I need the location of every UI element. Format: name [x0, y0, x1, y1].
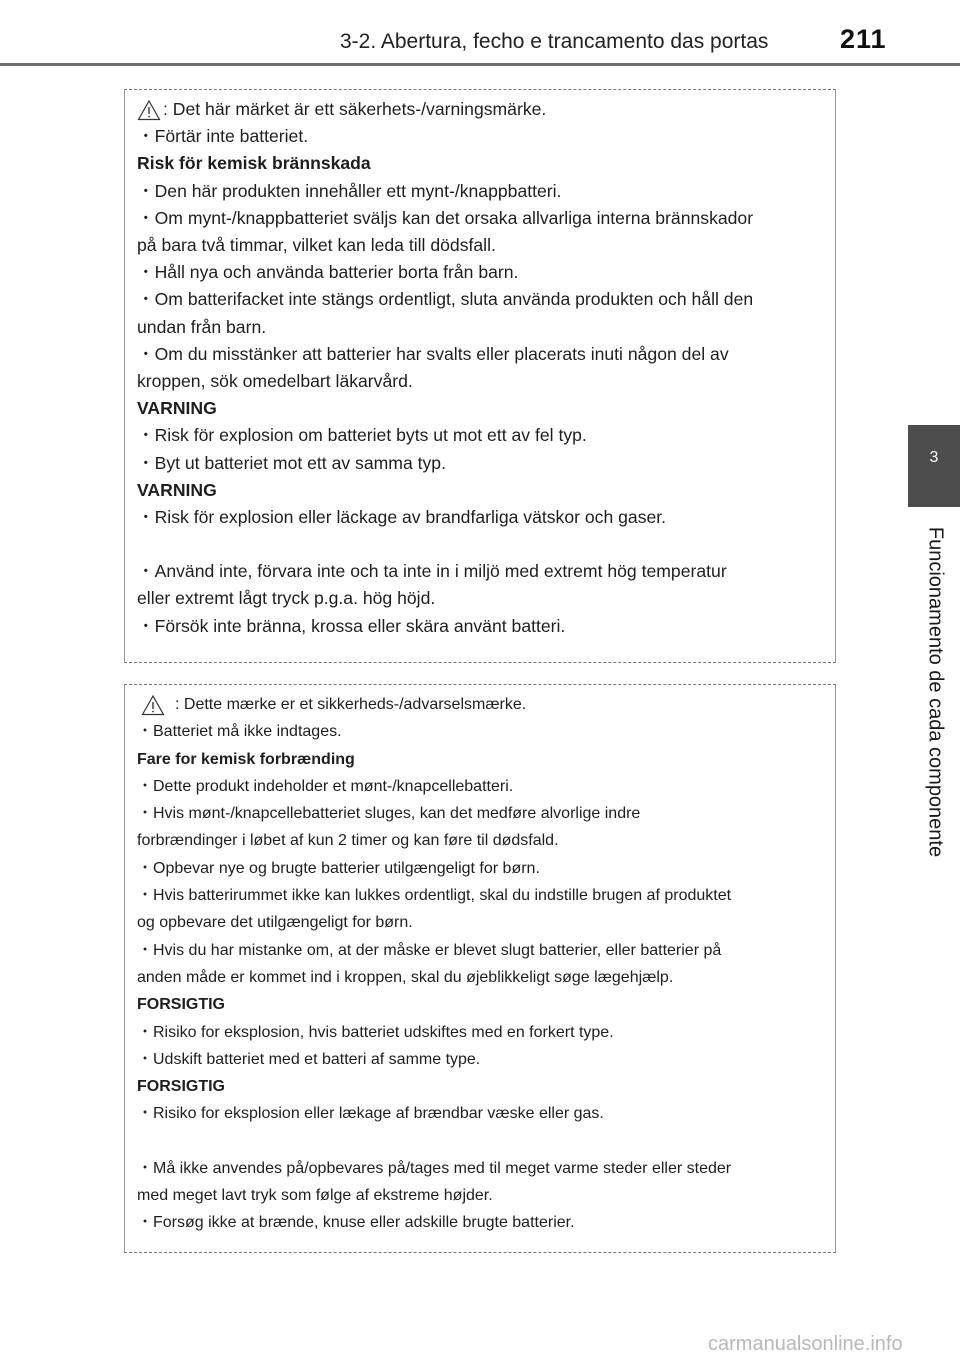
- warning-triangle-icon: [141, 694, 165, 716]
- warning-mark-text: : Det här märket är ett säkerhets-/varningsmärke.: [163, 99, 547, 119]
- warning-heading: Fare for kemisk forbrænding: [137, 750, 355, 768]
- page-number: 211: [840, 24, 887, 54]
- warning-item: ・Batteriet må ikke indtages.: [137, 723, 342, 741]
- warning-item: ・Den här produkten innehåller ett mynt-/knappbatteri.: [137, 180, 562, 201]
- warning-item: ・Udskift batteriet med et batteri af samme type.: [137, 1050, 481, 1068]
- warning-mark-line: [137, 96, 821, 123]
- warning-item: ・Om du misstänker att batterier har svalts eller placerats inuti någon del av: [137, 343, 729, 364]
- warning-item: ・Dette produkt indeholder et mønt-/knapcellebatteri.: [137, 777, 514, 795]
- warning-item-continued: med meget lavt tryk som følge af ekstreme højder.: [137, 1187, 493, 1205]
- chapter-number: 3: [929, 449, 939, 466]
- warning-item: ・Forsøg ikke at brænde, knuse eller adskille brugte batterier.: [137, 1214, 575, 1232]
- warning-item: ・Hvis batterirummet ikke kan lukkes ordentligt, skal du indstille brugen af produktet: [137, 887, 732, 905]
- warning-item-continued: og opbevare det utilgængeligt for børn.: [137, 914, 413, 932]
- swedish-warning-box: [124, 89, 836, 663]
- warning-item: ・Opbevar nye og brugte batterier utilgængeligt for børn.: [137, 859, 540, 877]
- warning-item-continued: forbrændinger i løbet af kun 2 timer og kan føre til dødsfald.: [137, 832, 559, 850]
- warning-triangle-icon: [137, 99, 161, 121]
- section-title: 3-2. Abertura, fecho e trancamento das portas: [340, 30, 769, 53]
- warning-item: ・Förtär inte batteriet.: [137, 126, 309, 147]
- warning-item-continued: på bara två timmar, vilket kan leda till dödsfall.: [137, 235, 496, 256]
- warning-item: ・Hvis mønt-/knapcellebatteriet sluges, kan det medføre alvorlige indre: [137, 805, 641, 823]
- warning-heading: Risk för kemisk brännskada: [137, 153, 371, 174]
- warning-item: ・Om mynt-/knappbatteriet sväljs kan det orsaka allvarliga interna brännskador: [137, 207, 754, 228]
- warning-heading: FORSIGTIG: [137, 1078, 225, 1096]
- chapter-title-vertical: [920, 520, 950, 865]
- chapter-title: Funcionamento de cada componente: [924, 526, 947, 858]
- warning-item-continued: anden måde er kommet ind i kroppen, skal du øjeblikkeligt søge lægehjælp.: [137, 968, 674, 986]
- warning-item: ・Risiko for eksplosion, hvis batteriet udskiftes med en forkert type.: [137, 1023, 614, 1041]
- watermark: carmanualsonline.info: [708, 1333, 903, 1355]
- header-divider: [0, 63, 960, 66]
- warning-item: ・Om batterifacket inte stängs ordentligt, sluta använda produkten och håll den: [137, 289, 754, 310]
- spacer: [137, 531, 821, 558]
- warning-item-continued: undan från barn.: [137, 316, 267, 337]
- warning-item-continued: kroppen, sök omedelbart läkarvård.: [137, 371, 413, 392]
- warning-heading: FORSIGTIG: [137, 996, 225, 1014]
- warning-mark-text: : Dette mærke er et sikkerheds-/advarselsmærke.: [175, 696, 527, 713]
- warning-item: ・Hvis du har mistanke om, at der måske er blevet slugt batterier, eller batterier på: [137, 941, 722, 959]
- warning-item-continued: eller extremt lågt tryck p.g.a. hög höjd.: [137, 588, 436, 609]
- warning-item: ・Försök inte bränna, krossa eller skära använt batteri.: [137, 615, 566, 636]
- chapter-tab: [908, 425, 960, 507]
- spacer: [137, 1128, 821, 1155]
- warning-item: ・Må ikke anvendes på/opbevares på/tages med til meget varme steder eller steder: [137, 1159, 732, 1177]
- danish-warning-box: [124, 684, 836, 1253]
- warning-item: ・Håll nya och använda batterier borta från barn.: [137, 262, 519, 283]
- warning-item: ・Risiko for eksplosion eller lækage af brændbar væske eller gas.: [137, 1105, 604, 1123]
- warning-item: ・Risk för explosion eller läckage av brandfarliga vätskor och gaser.: [137, 507, 667, 528]
- warning-item: ・Risk för explosion om batteriet byts ut mot ett av fel typ.: [137, 425, 587, 446]
- warning-item: ・Använd inte, förvara inte och ta inte in i miljö med extremt hög temperatur: [137, 561, 727, 582]
- warning-mark-line: [137, 691, 821, 718]
- warning-item: ・Byt ut batteriet mot ett av samma typ.: [137, 452, 446, 473]
- warning-heading: VARNING: [137, 398, 217, 419]
- warning-heading: VARNING: [137, 479, 217, 500]
